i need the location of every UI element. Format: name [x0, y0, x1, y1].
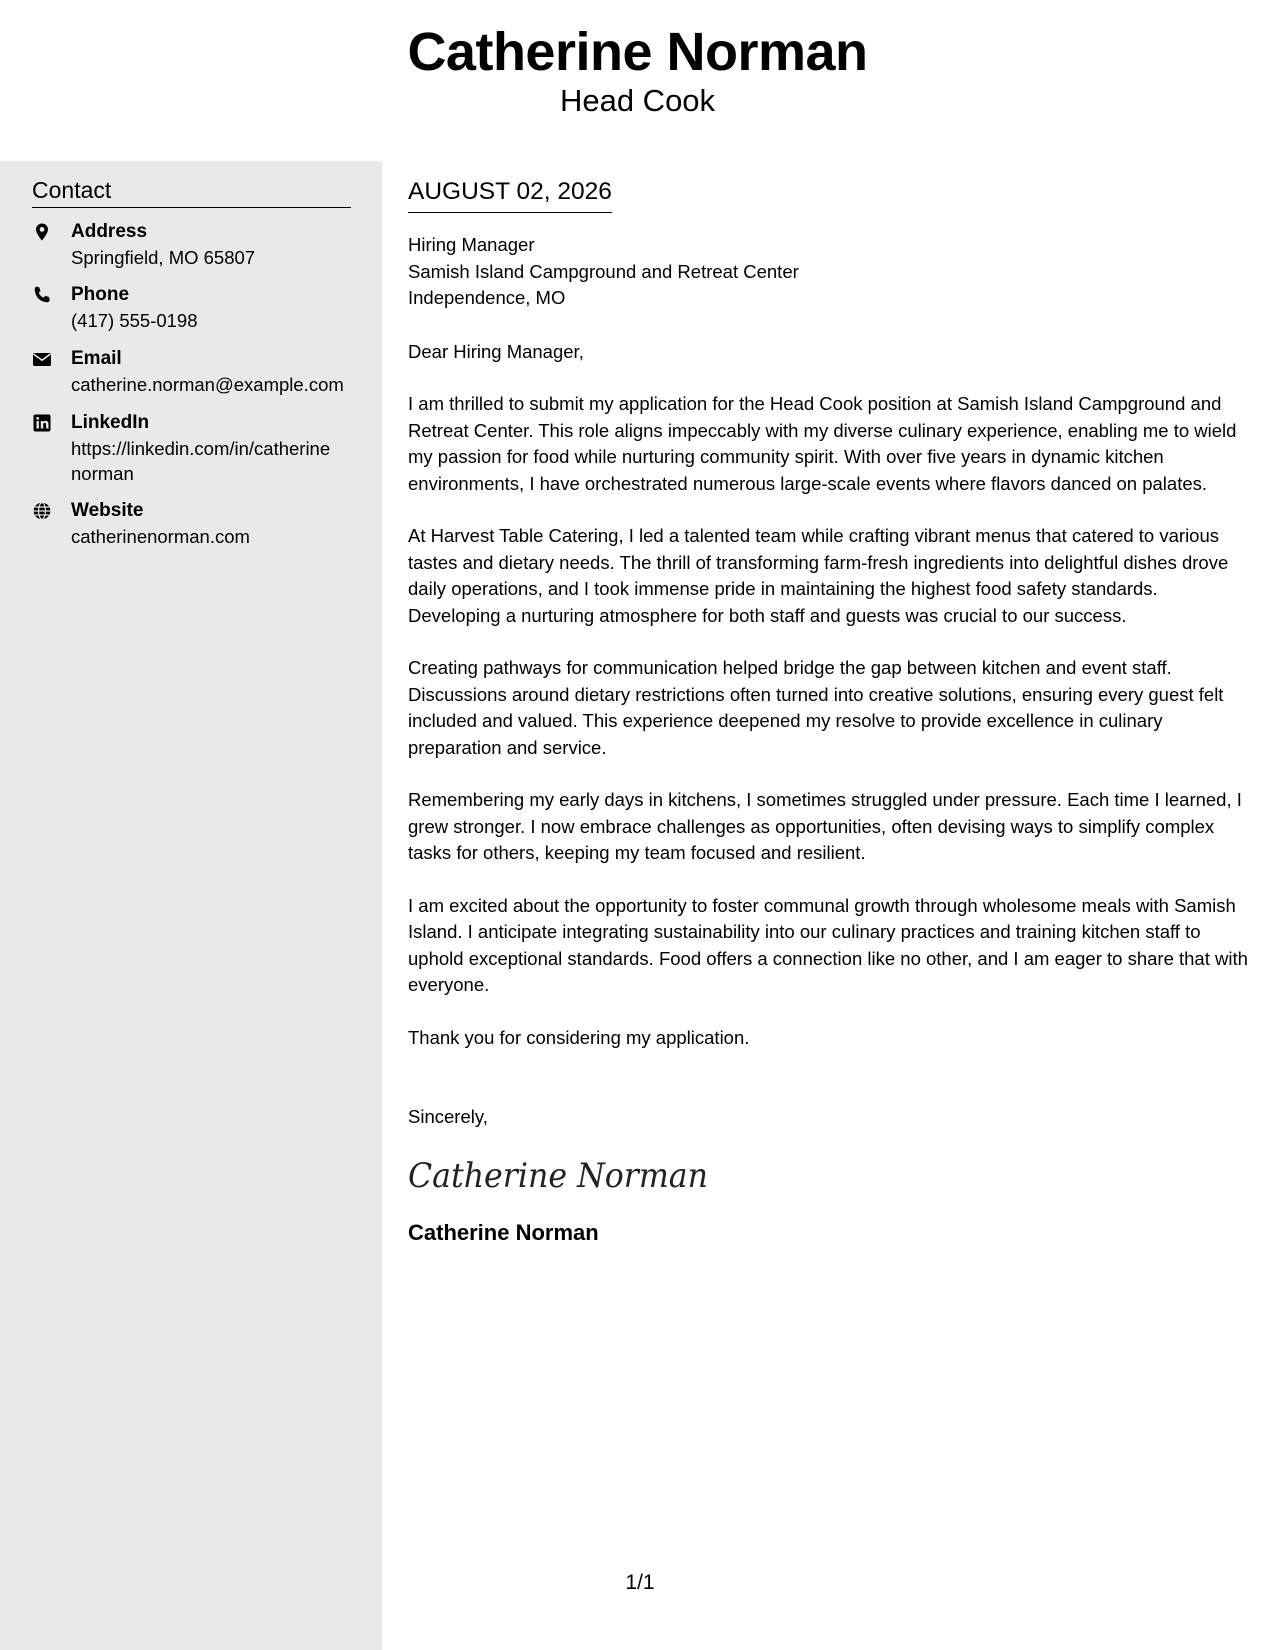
- handwritten-signature: [408, 1149, 708, 1199]
- applicant-job-title: Head Cook: [559, 83, 716, 118]
- body-paragraph: Creating pathways for communication helped bridge the gap between kitchen and event staff. Discussions around dietary restrictions often turned into creative solutions, ensuring every guest felt included and valued. This experience deepened my resolve to provide excellence in culinary preparation and service.: [408, 657, 1224, 758]
- phone-icon: [32, 285, 54, 307]
- salutation: Dear Hiring Manager,: [408, 340, 584, 362]
- recipient-title: Hiring Manager: [408, 234, 535, 255]
- contact-value-website[interactable]: catherinenorman.com: [71, 526, 250, 547]
- linkedin-icon: [32, 413, 54, 435]
- contact-value-address: Springfield, MO 65807: [71, 247, 256, 268]
- recipient-location: Independence, MO: [408, 287, 566, 308]
- recipient-organization: Samish Island Campground and Retreat Center: [408, 260, 799, 282]
- closing: Sincerely,: [408, 1106, 488, 1127]
- body-paragraph: At Harvest Table Catering, I led a talented team while crafting vibrant menus that catered to various tastes and dietary needs. The thrill of transforming farm-fresh ingredients into delightful dishes drove daily operations, and I took immense pride in maintaining the highest food safety standards. Developing a nurturing atmosphere for both staff and guests was crucial to our success.: [408, 525, 1229, 626]
- contact-value-phone: (417) 555-0198: [71, 310, 198, 331]
- svg-text:Catherine Norman: Catherine Norman: [408, 1155, 708, 1196]
- thank-you-line: Thank you for considering my application.: [408, 1026, 750, 1048]
- contact-value-email[interactable]: catherine.norman@example.com: [71, 374, 344, 395]
- contact-label-phone: Phone: [71, 284, 130, 305]
- contact-heading: Contact: [32, 176, 351, 208]
- email-icon: [32, 349, 54, 371]
- signer-name: Catherine Norman: [408, 1219, 599, 1245]
- applicant-name: Catherine Norman: [407, 22, 868, 82]
- body-paragraph: Remembering my early days in kitchens, I sometimes struggled under pressure. Each time I learned, I grew stronger. I now embrace challenges as opportunities, often devising ways to simplify complex tasks for others, keeping my team focused and resilient.: [408, 789, 1242, 863]
- contact-label-email: Email: [71, 348, 122, 369]
- letter-date: AUGUST 02, 2026: [408, 176, 612, 213]
- recipient-block: [408, 232, 1250, 312]
- globe-icon: [32, 501, 54, 523]
- contact-value-linkedin[interactable]: https://linkedin.com/in/catherine norman: [71, 438, 331, 484]
- body-paragraph: I am excited about the opportunity to foster communal growth through wholesome meals with Samish Island. I anticipate integrating sustainability into our culinary practices and training kitchen staff to uphold exceptional standards. Food offers a connection like no other, and I am eager to share that with everyone.: [408, 894, 1248, 995]
- body-paragraph: I am thrilled to submit my application for the Head Cook position at Samish Island Campground and Retreat Center. This role aligns impeccably with my diverse culinary experience, enabling me to wield my passion for food while nurturing community spirit. With over five years in dynamic kitchen environments, I have orchestrated numerous large-scale events where flavors danced on palates.: [408, 393, 1237, 494]
- contact-label-website: Website: [71, 500, 144, 521]
- page-number: 1/1: [625, 1571, 655, 1594]
- contact-label-address: Address: [71, 221, 148, 242]
- location-pin-icon: [32, 222, 54, 244]
- letter-body: [408, 176, 1250, 1247]
- contact-label-linkedin: LinkedIn: [71, 412, 150, 433]
